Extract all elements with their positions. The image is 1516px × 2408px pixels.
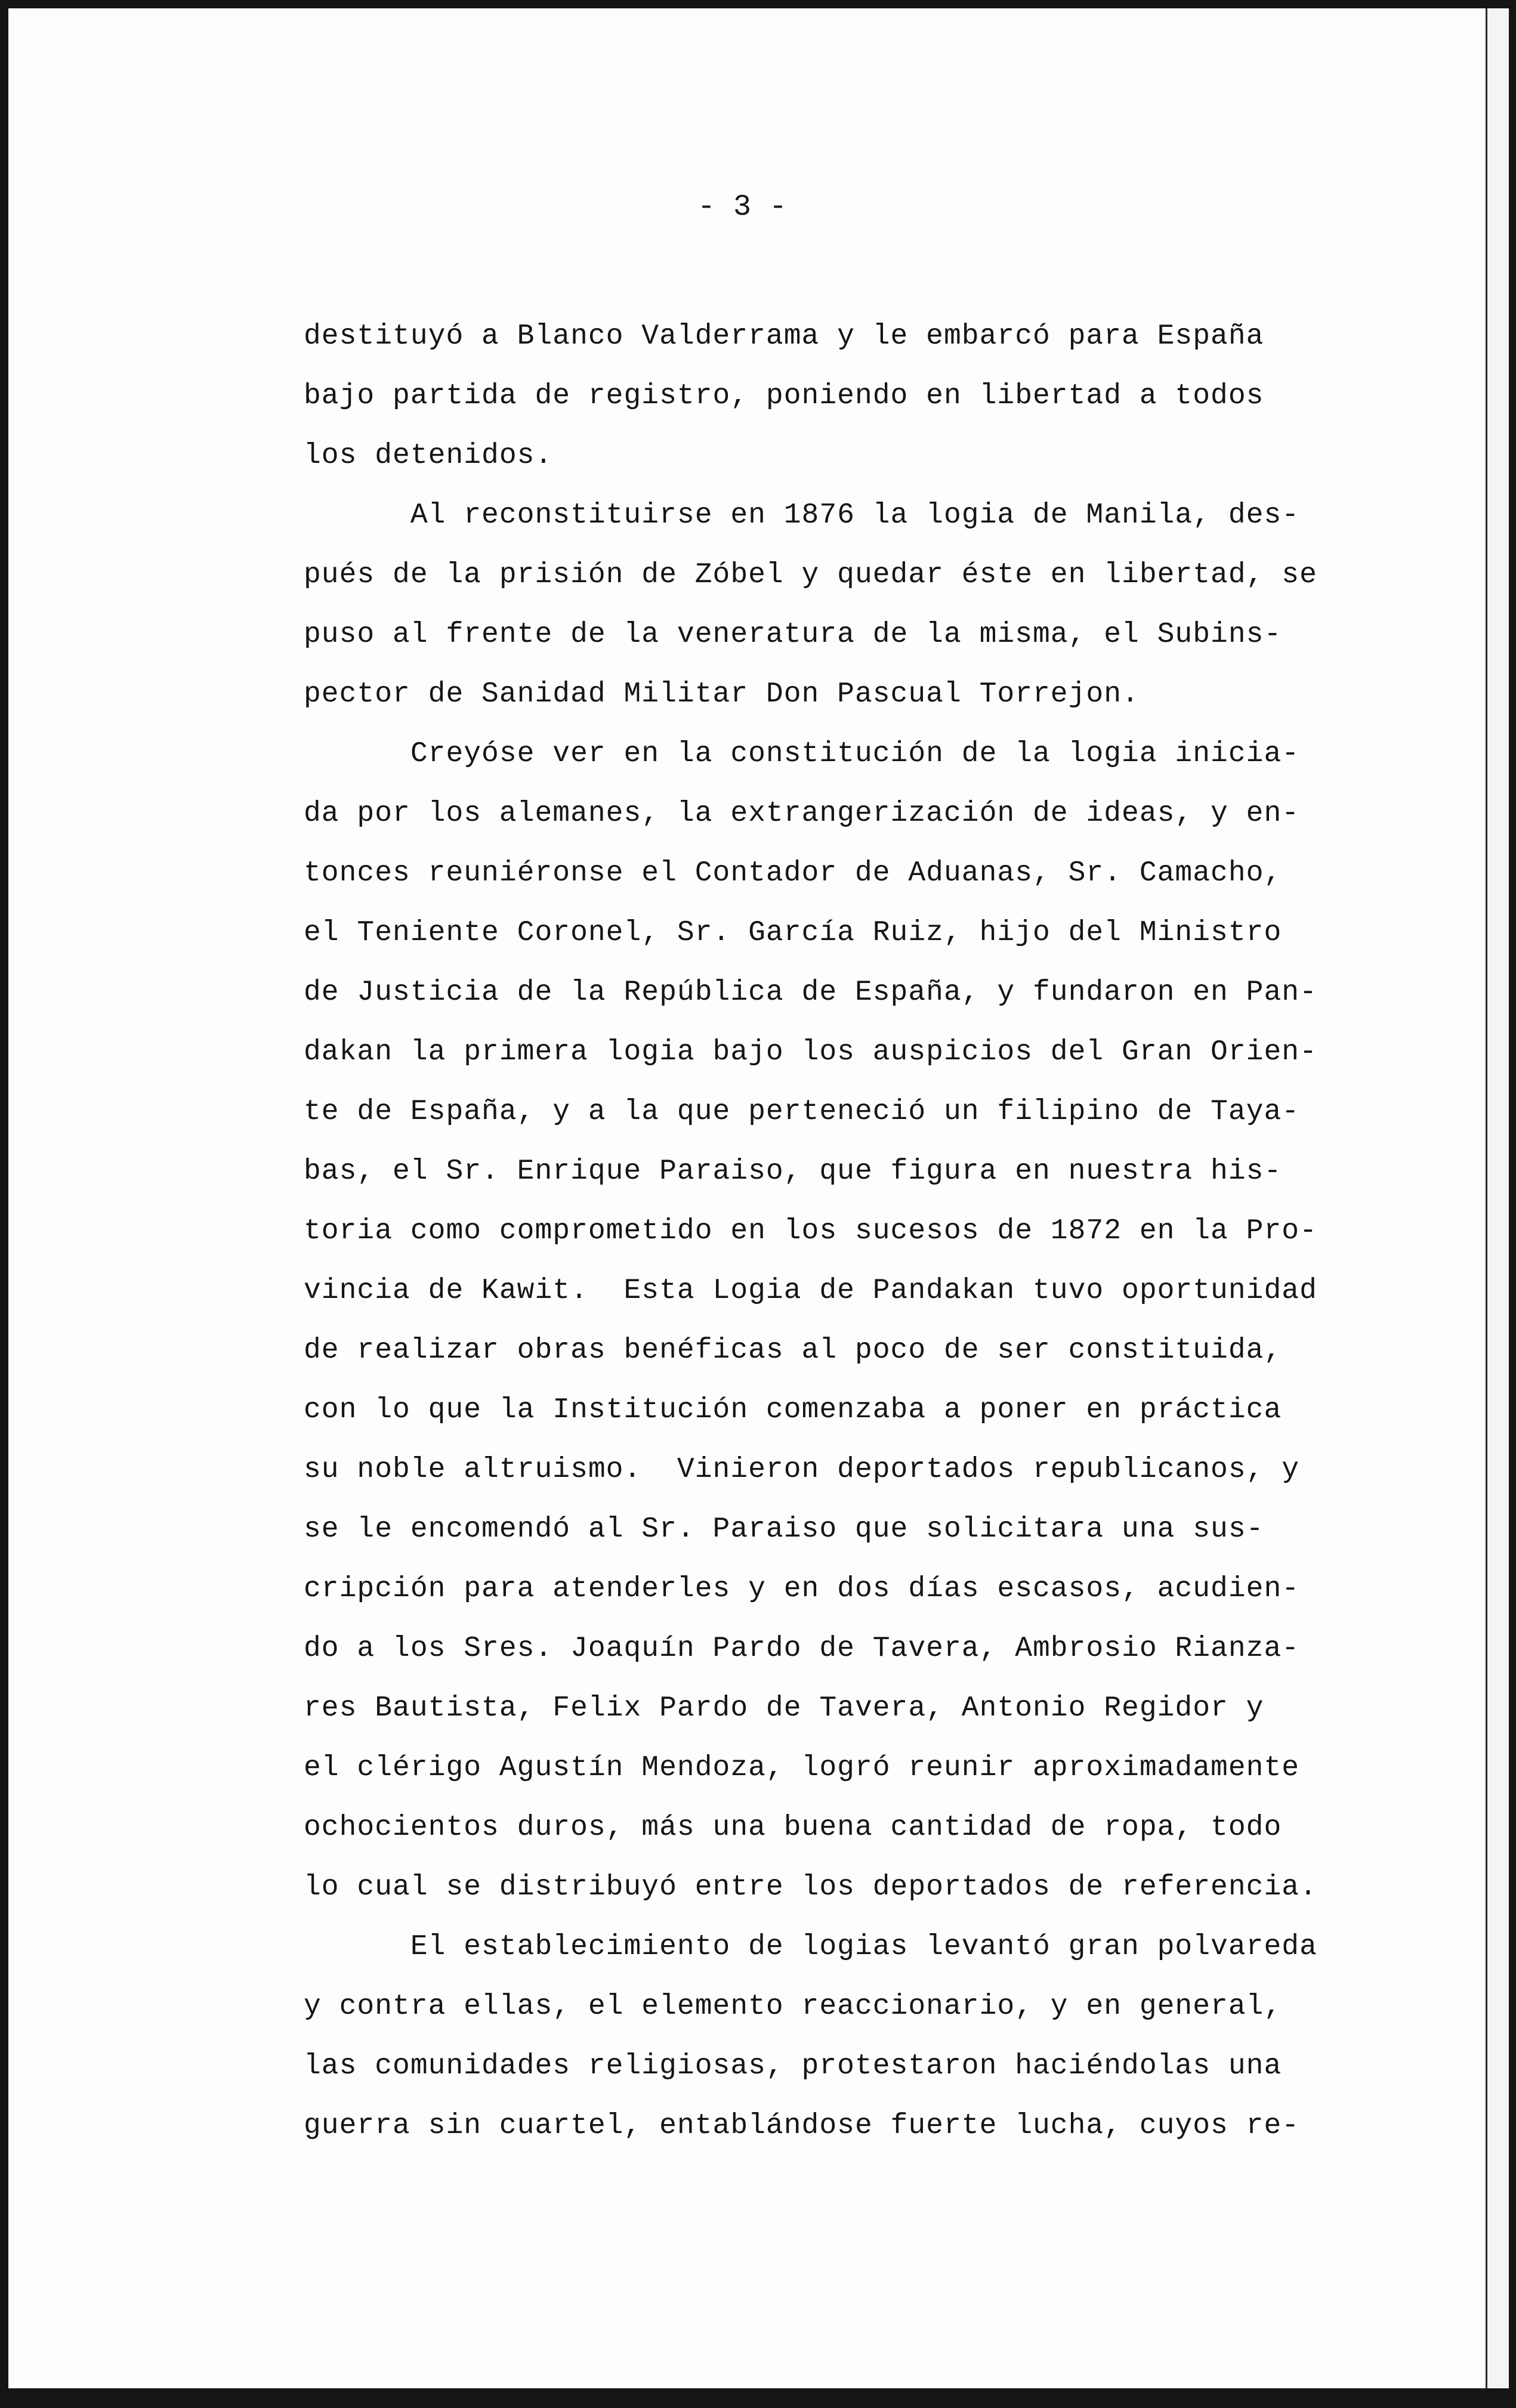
text-line: de realizar obras benéficas al poco de ser constituida, <box>304 1334 1282 1367</box>
page-number: - 3 - <box>697 190 788 224</box>
text-line: te de España, y a la que perteneció un filipino de Taya- <box>304 1096 1300 1128</box>
text-line: con lo que la Institución comenzaba a poner en práctica <box>304 1394 1282 1426</box>
text-line: vincia de Kawit. Esta Logia de Pandakan tuvo oportunidad <box>304 1275 1317 1307</box>
text-line: bajo partida de registro, poniendo en libertad a todos <box>304 380 1264 412</box>
text-line: El establecimiento de logias levantó gran polvareda <box>304 1931 1317 1963</box>
text-line: ochocientos duros, más una buena cantidad de ropa, todo <box>304 1812 1282 1844</box>
text-line: su noble altruismo. Vinieron deportados republicanos, y <box>304 1454 1300 1486</box>
text-line: el Teniente Coronel, Sr. García Ruiz, hijo del Ministro <box>304 917 1282 949</box>
text-line: el clérigo Agustín Mendoza, logró reunir aproximadamente <box>304 1752 1300 1784</box>
text-line: Creyóse ver en la constitución de la logia inicia- <box>304 738 1300 770</box>
text-line: cripción para atenderles y en dos días escasos, acudien- <box>304 1573 1300 1605</box>
text-line: las comunidades religiosas, protestaron haciéndolas una <box>304 2050 1282 2082</box>
text-line: toria como comprometido en los sucesos de 1872 en la Pro- <box>304 1215 1317 1247</box>
text-line: destituyó a Blanco Valderrama y le embarcó para España <box>304 320 1264 353</box>
text-line: de Justicia de la República de España, y fundaron en Pan- <box>304 976 1317 1009</box>
page-edge-strip <box>1486 8 1509 2388</box>
text-line: puso al frente de la veneratura de la misma, el Subins- <box>304 619 1282 651</box>
text-line: tonces reuniéronse el Contador de Aduanas, Sr. Camacho, <box>304 857 1282 889</box>
text-line: res Bautista, Felix Pardo de Tavera, Antonio Regidor y <box>304 1692 1264 1724</box>
text-line: da por los alemanes, la extrangerización de ideas, y en- <box>304 797 1300 830</box>
body-text <box>304 307 1336 2156</box>
text-line: Al reconstituirse en 1876 la logia de Manila, des- <box>304 499 1300 531</box>
text-line: pector de Sanidad Militar Don Pascual Torrejon. <box>304 678 1140 710</box>
text-line: los detenidos. <box>304 440 553 472</box>
text-line: guerra sin cuartel, entablándose fuerte lucha, cuyos re- <box>304 2110 1300 2142</box>
text-line: y contra ellas, el elemento reaccionario, y en general, <box>304 1990 1282 2023</box>
paper-sheet <box>8 8 1486 2388</box>
text-line: do a los Sres. Joaquín Pardo de Tavera, Ambrosio Rianza- <box>304 1633 1300 1665</box>
text-line: se le encomendó al Sr. Paraiso que solicitara una sus- <box>304 1513 1264 1545</box>
text-line: lo cual se distribuyó entre los deportados de referencia. <box>304 1871 1317 1903</box>
text-line: bas, el Sr. Enrique Paraiso, que figura en nuestra his- <box>304 1155 1282 1188</box>
text-line: pués de la prisión de Zóbel y quedar éste en libertad, se <box>304 559 1317 591</box>
text-line: dakan la primera logia bajo los auspicios del Gran Orien- <box>304 1036 1317 1068</box>
